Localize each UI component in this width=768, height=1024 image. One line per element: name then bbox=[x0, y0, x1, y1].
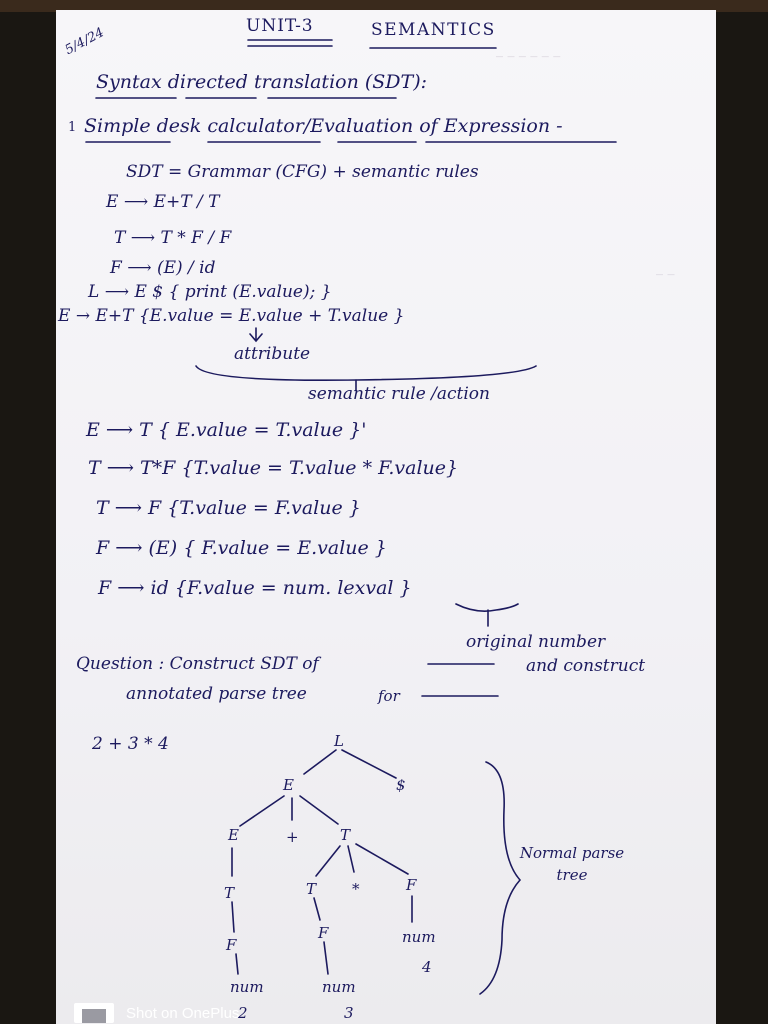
brace-note: Normal parse tree bbox=[519, 844, 625, 884]
grammar-rule: E ⟶ E+T / T bbox=[106, 192, 220, 212]
semantic-rule-line: T ⟶ T*F {T.value = T.value * F.value} bbox=[88, 457, 459, 479]
ink-strokes bbox=[56, 10, 716, 1024]
tree-node-E: E bbox=[283, 776, 294, 794]
tree-node-value: 4 bbox=[422, 958, 432, 976]
bleed-through-text: _ _ bbox=[656, 260, 675, 276]
semantic-rule-note: semantic rule /action bbox=[308, 384, 490, 404]
tree-node-F: F bbox=[406, 876, 417, 894]
tree-node-num: num bbox=[322, 978, 356, 996]
tree-edge bbox=[342, 750, 396, 778]
tree-edge bbox=[300, 796, 338, 824]
tree-edge bbox=[324, 942, 328, 974]
semantic-rule-line: F ⟶ (E) { F.value = E.value } bbox=[96, 537, 387, 559]
tree-node-dollar: $ bbox=[396, 776, 406, 794]
tree-brace bbox=[480, 762, 520, 994]
question-line: Question : Construct SDT of bbox=[76, 654, 319, 674]
tree-node-L: L bbox=[334, 732, 344, 750]
tree-node-plus: + bbox=[286, 828, 299, 846]
tree-edge bbox=[316, 846, 340, 876]
tree-node-num: num bbox=[402, 928, 436, 946]
tree-edge bbox=[356, 844, 408, 874]
section-title-b: /Evaluation of Expression - bbox=[303, 115, 563, 137]
tree-node-E: E bbox=[228, 826, 239, 844]
tree-node-value: 2 bbox=[238, 1004, 248, 1022]
tree-node-num: num bbox=[230, 978, 264, 996]
date: 5/4/24 bbox=[62, 25, 107, 59]
camera-watermark bbox=[74, 1002, 239, 1024]
expression: 2 + 3 * 4 bbox=[92, 734, 169, 754]
section-title-a: Simple desk calculator bbox=[84, 115, 304, 137]
grammar-rule: T ⟶ T * F / F bbox=[114, 228, 232, 248]
tree-node-value: 3 bbox=[344, 1004, 354, 1022]
question-line: annotated parse tree bbox=[126, 684, 307, 704]
section-number: 1 bbox=[68, 120, 77, 135]
semantic-rule-line: F ⟶ id {F.value = num. lexval } bbox=[98, 577, 412, 599]
semantic-rule-line: E ⟶ T { E.value = T.value }' bbox=[86, 419, 367, 441]
tree-edge bbox=[314, 898, 320, 920]
semantic-rule-line: T ⟶ F {T.value = F.value } bbox=[96, 497, 361, 519]
original-number-note: original number bbox=[466, 632, 606, 652]
tree-edge bbox=[304, 750, 336, 774]
tree-node-T: T bbox=[224, 884, 235, 902]
print-rule: L ⟶ E $ { print (E.value); } bbox=[88, 282, 332, 302]
notebook-page bbox=[56, 10, 716, 1024]
watermark-text: Shot on OnePlus bbox=[126, 1004, 240, 1022]
rule-brace bbox=[196, 366, 536, 380]
tree-node-star: * bbox=[352, 880, 360, 898]
camera-icon bbox=[74, 1003, 114, 1023]
tree-node-T: T bbox=[340, 826, 351, 844]
bleed-through-text: _ _ _ _ _ _ bbox=[496, 42, 561, 58]
tree-node-F: F bbox=[318, 924, 329, 942]
tree-edge bbox=[240, 796, 284, 826]
grammar-rule: F ⟶ (E) / id bbox=[110, 258, 216, 278]
question-line-end: and construct bbox=[526, 656, 646, 676]
attribute-note: attribute bbox=[234, 344, 311, 364]
sdt-definition: SDT = Grammar (CFG) + semantic rules bbox=[126, 162, 479, 182]
question-for: for bbox=[378, 687, 400, 705]
subject-title: SEMANTICS bbox=[371, 20, 496, 40]
tree-node-T: T bbox=[306, 880, 317, 898]
tree-node-F: F bbox=[226, 936, 237, 954]
tree-edge bbox=[232, 902, 234, 932]
unit-title: UNIT-3 bbox=[246, 16, 314, 36]
tree-edge bbox=[236, 954, 238, 974]
add-rule: E → E+T {E.value = E.value + T.value } bbox=[58, 306, 405, 326]
page-heading: Syntax directed translation (SDT): bbox=[96, 71, 428, 93]
tree-edge bbox=[348, 846, 354, 872]
lexval-brace bbox=[456, 604, 518, 611]
